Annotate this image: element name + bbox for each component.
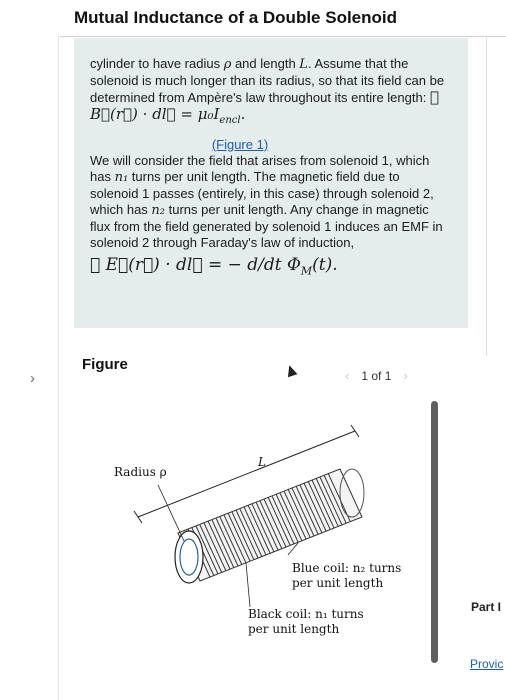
double-solenoid-figure [100,395,420,665]
symbol-length: L [299,57,308,72]
part-label: Part I [471,600,502,614]
figure-scrollbar[interactable] [431,401,438,663]
next-figure-button[interactable]: › [403,368,408,383]
page-title: Mutual Inductance of a Double Solenoid [74,8,398,27]
previous-figure-button[interactable]: ‹ [345,368,350,383]
left-panel-border [58,36,59,700]
length-tick-left [134,511,142,523]
length-tick-right [351,425,359,437]
provide-feedback-link[interactable]: Provic [470,657,504,671]
length-label: L [258,455,266,469]
problem-paragraph-1: cylinder to have radius ρ and length L. Assume that the solenoid is much longer than its radius, so that its field can be determined from Ampère's law throughout its entire length: ∮ B⃗(r⃗) · dl⃗ = $\mu_0I_{encl}$. [90,56,445,126]
radius-label: Radius ρ [114,465,167,479]
blue-coil-label: Blue coil: n₂ turns per unit length [292,561,402,590]
right-panel-border [486,36,487,356]
problem-statement-text [90,56,450,279]
black-coil-leader-line [246,563,250,607]
faraday-law-equation: ∮ E⃗(r⃗) · dl⃗ = − d/dt $\Phi_M(t)$. [90,255,338,278]
symbol-n2: n₂ [151,203,166,218]
figure-1-link[interactable]: (Figure 1) [211,137,269,152]
figure-pager [345,368,408,383]
figure-page-count: 1 of 1 [361,368,392,383]
symbol-n1: n₁ [114,170,129,185]
black-coil-label: Black coil: n₁ turns per unit length [248,607,364,636]
radius-leader-line [158,485,184,541]
mouse-cursor-icon [285,364,298,378]
figure-heading: Figure [82,356,128,373]
expand-panel-chevron-icon[interactable]: › [30,370,35,387]
ampere-law-equation: ∮ B⃗(r⃗) · dl⃗ = $\mu_0I_{encl}$. [90,88,439,126]
problem-paragraph-2: We will consider the field that arises from solenoid 1, which has n₁ turns per unit length. The magnetic field due to solenoid 1 passes (entirely, in this case) through solenoid 2, which has n₂ turns per unit length. Any change in magnetic flux from the field generated by solenoid 1 induces an EMF in solenoid 2 through Faraday's law of induction, [90,153,443,250]
title-divider [60,36,506,37]
solenoid-end-inner [180,539,198,575]
symbol-rho: ρ [223,57,232,72]
